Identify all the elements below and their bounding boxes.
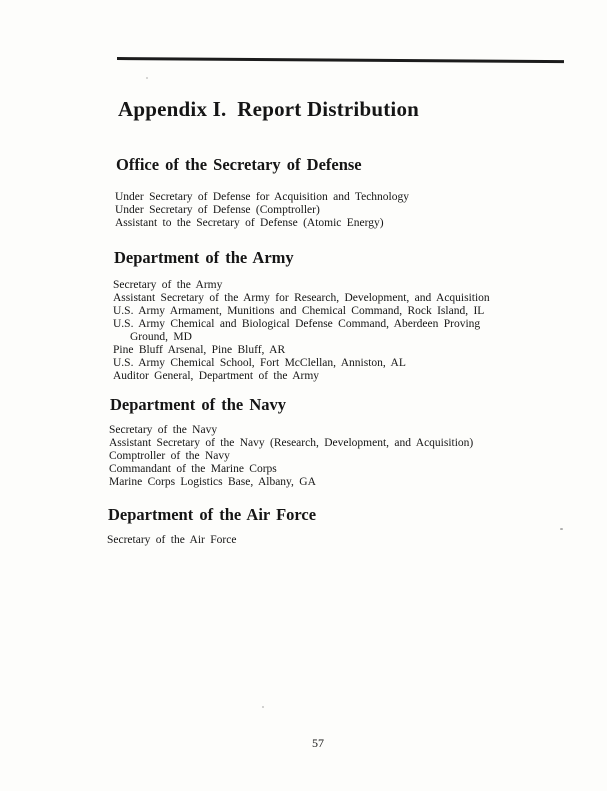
scan-speck (560, 528, 563, 530)
distribution-entry: U.S. Army Chemical and Biological Defense Command, Aberdeen Proving Ground, MD (113, 318, 481, 343)
scan-speck (262, 706, 264, 708)
distribution-entry: U.S. Army Armament, Munitions and Chemical Command, Rock Island, IL (113, 305, 485, 317)
distribution-entry: Assistant Secretary of the Navy (Research, Development, and Acquisition) (109, 437, 474, 449)
page-number: 57 (312, 736, 324, 750)
header-rule (117, 57, 564, 63)
section-heading-army: Department of the Army (114, 248, 294, 267)
distribution-entry: Assistant Secretary of the Army for Research, Development, and Acquisition (113, 292, 490, 304)
section-heading-osd: Office of the Secretary of Defense (116, 155, 362, 174)
distribution-entry: Auditor General, Department of the Army (113, 370, 320, 382)
page-title: Appendix I. Report Distribution (118, 97, 420, 121)
distribution-entry: Assistant to the Secretary of Defense (Atomic Energy) (115, 217, 384, 229)
scan-speck (146, 77, 148, 79)
distribution-entry: U.S. Army Chemical School, Fort McClellan, Anniston, AL (113, 357, 406, 369)
distribution-entry: Marine Corps Logistics Base, Albany, GA (109, 476, 316, 488)
section-body-osd (115, 191, 525, 230)
section-heading-navy: Department of the Navy (110, 395, 287, 414)
distribution-entry: Comptroller of the Navy (109, 450, 230, 462)
distribution-entry: Commandant of the Marine Corps (109, 463, 277, 475)
distribution-entry: Under Secretary of Defense (Comptroller) (115, 204, 320, 216)
section-body-navy (109, 424, 519, 489)
section-heading-air-force: Department of the Air Force (108, 505, 317, 524)
distribution-entry: Secretary of the Navy (109, 424, 218, 436)
section-body-air-force (107, 534, 517, 547)
distribution-entry: Pine Bluff Arsenal, Pine Bluff, AR (113, 344, 286, 356)
distribution-entry: Secretary of the Army (113, 279, 223, 291)
distribution-entry: Secretary of the Air Force (107, 534, 237, 546)
section-body-army (113, 279, 523, 383)
distribution-entry: Under Secretary of Defense for Acquisition and Technology (115, 191, 409, 203)
